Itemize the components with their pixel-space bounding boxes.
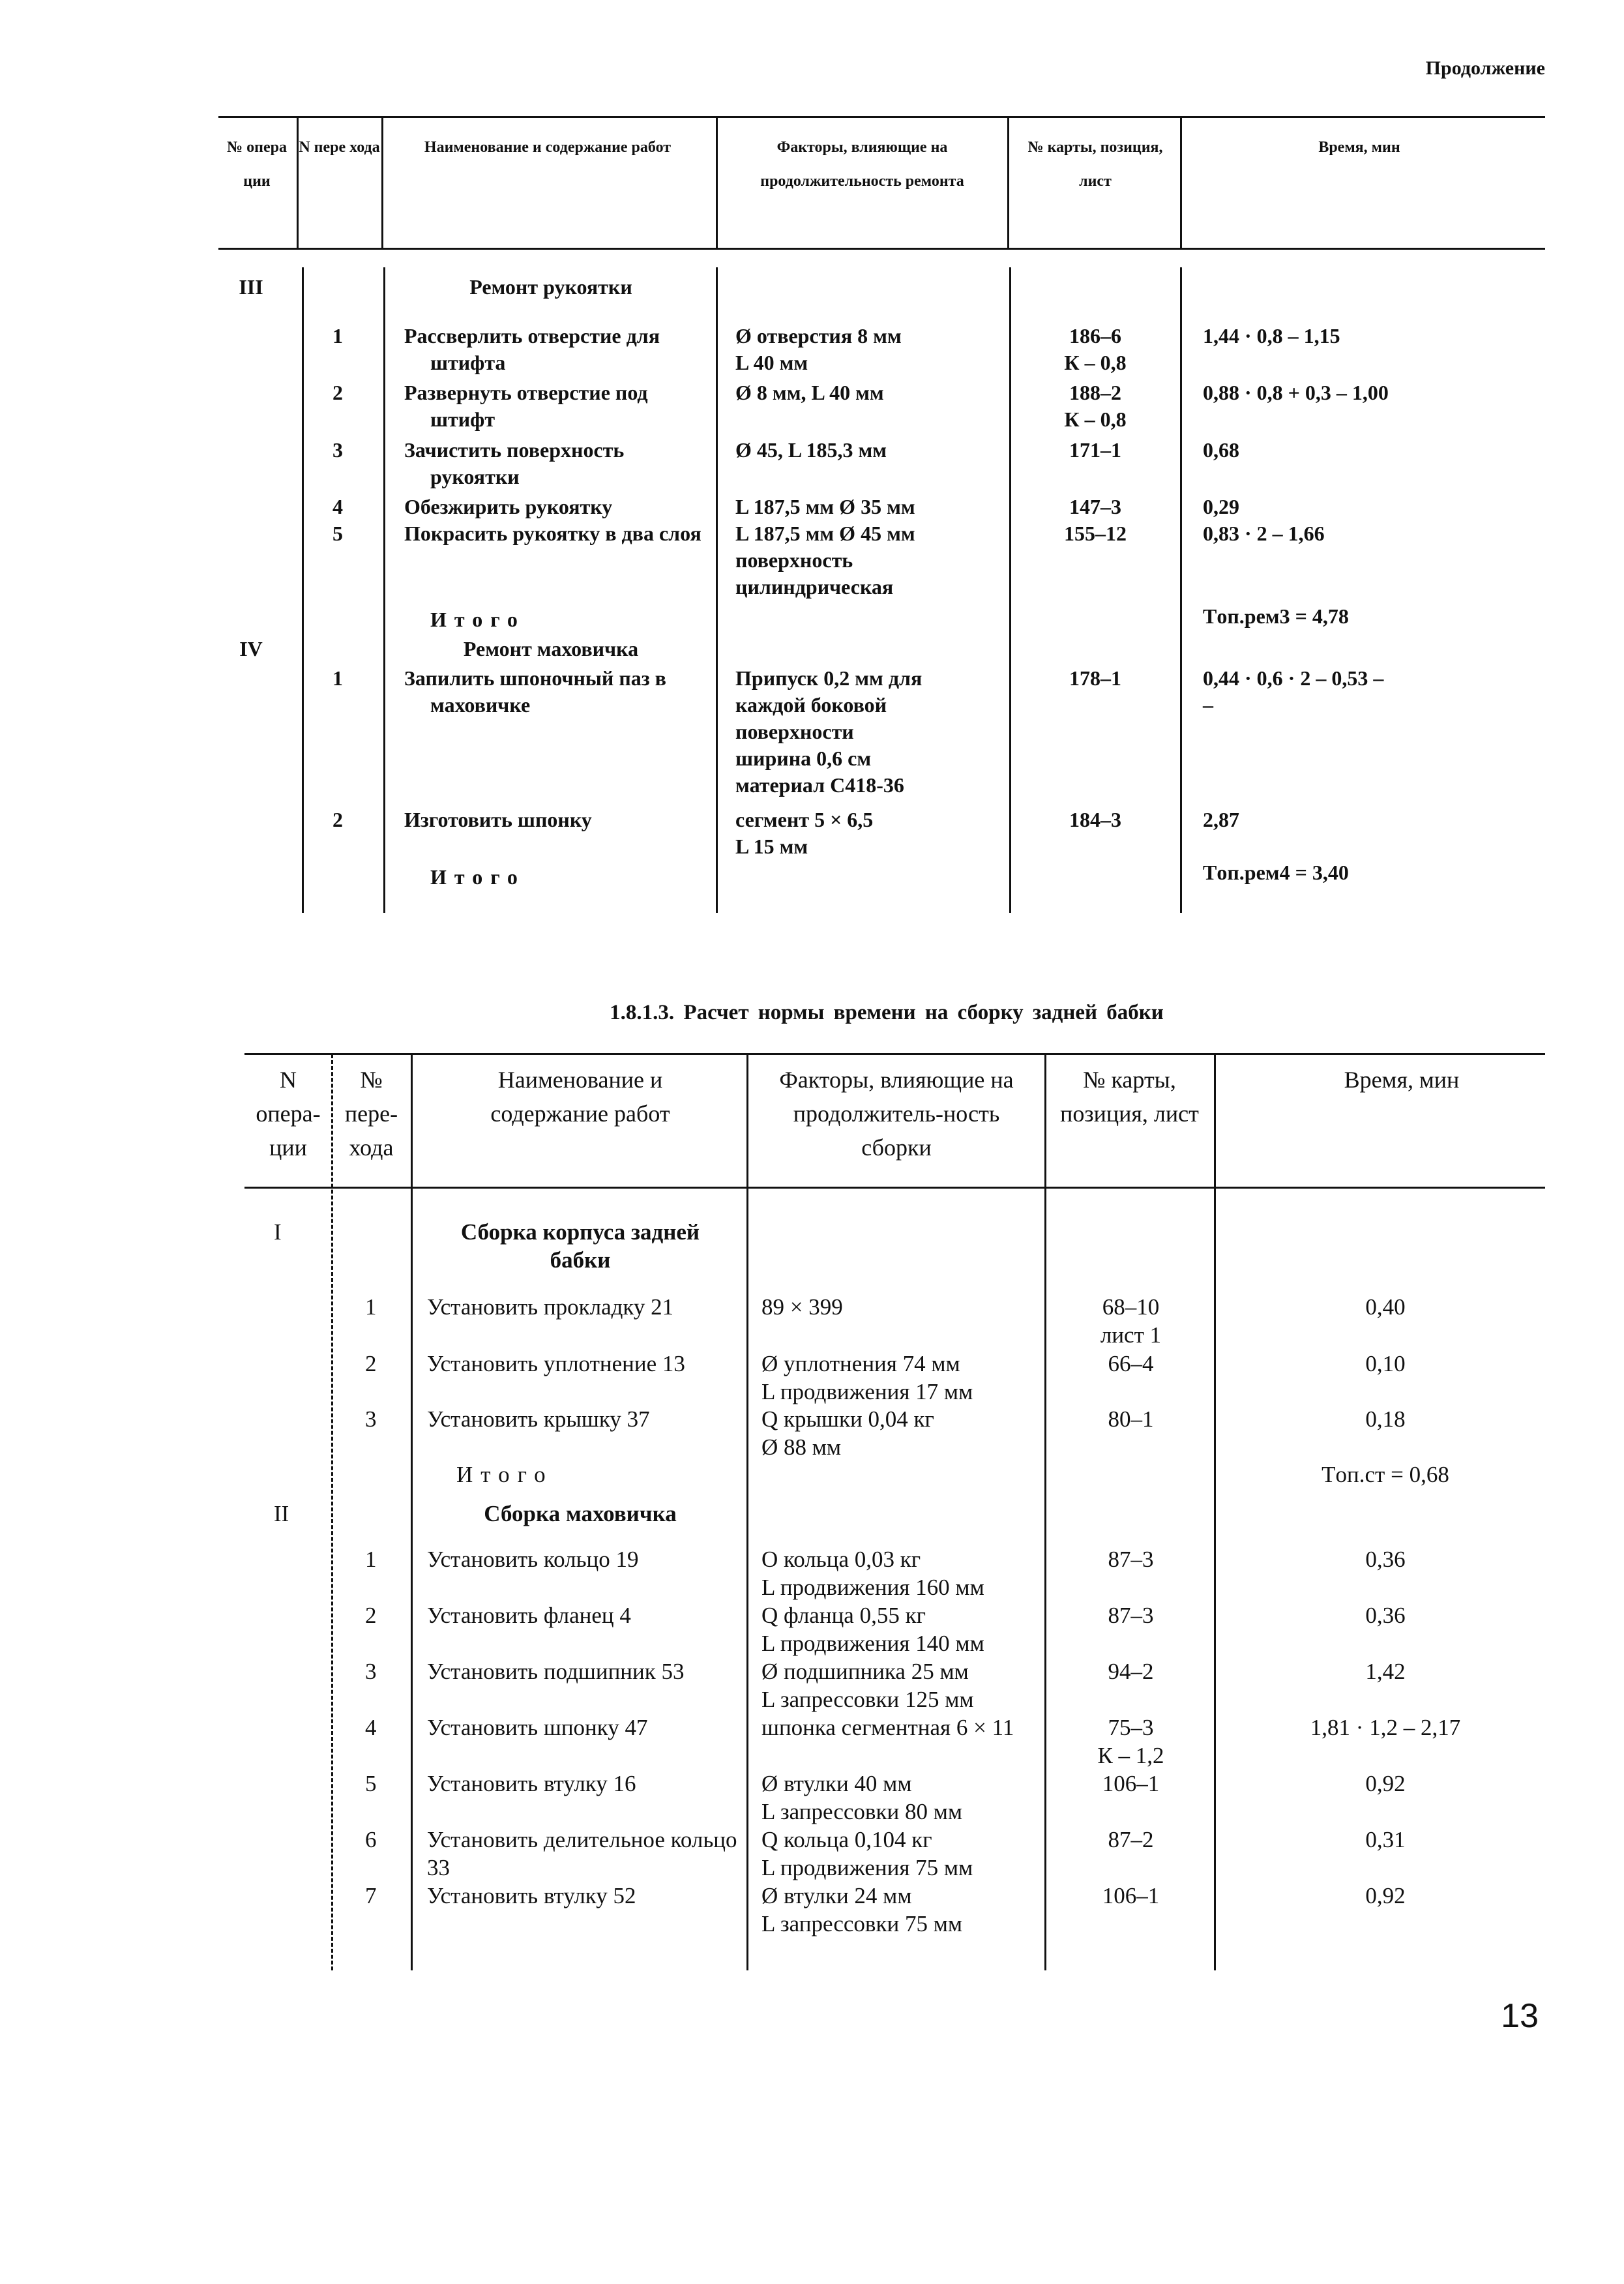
time-text: 0,36: [1365, 1547, 1406, 1572]
factors-text: Ø 8 мм, L 40 мм: [735, 381, 884, 404]
t1-header-work: Наименование и содержание работ: [424, 139, 672, 156]
t1-col-divider: [1009, 267, 1011, 913]
op-number: II: [274, 1501, 289, 1526]
time-text: 2,87: [1203, 808, 1239, 831]
total-value: Tоп.рем3 = 4,78: [1203, 604, 1349, 628]
step-number: 3: [365, 1406, 377, 1432]
step-number: 2: [365, 1351, 377, 1376]
card-text: 155–12: [1064, 522, 1127, 545]
factors-text: Припуск 0,2 мм для каждой боковой поверхности ширина 0,6 см материал С418-36: [735, 666, 923, 797]
work-text: Зачистить поверхность рукоятки: [404, 438, 625, 488]
t1-header-factors: Факторы, влияющие на продолжительность ремонта: [760, 139, 964, 190]
time-text: 0,36: [1365, 1603, 1406, 1628]
factors-text: Q крышки 0,04 кг Ø 88 мм: [761, 1406, 934, 1460]
step-number: 1: [332, 324, 343, 348]
step-number: 2: [332, 808, 343, 831]
t1-col-divider: [1007, 117, 1009, 248]
card-text: 106–1: [1102, 1883, 1160, 1908]
work-text: Изготовить шпонку: [404, 808, 592, 831]
factors-text: Ø 45, L 185,3 мм: [735, 438, 887, 462]
factors-text: Ø отверстия 8 мм L 40 мм: [735, 324, 902, 374]
page-number: 13: [1501, 1997, 1539, 2035]
t2-header-card: № карты, позиция, лист: [1060, 1067, 1199, 1127]
card-text: 87–3: [1108, 1547, 1154, 1572]
card-text: 75–3 К – 1,2: [1097, 1715, 1164, 1768]
work-text: Установить прокладку 21: [427, 1294, 674, 1320]
time-text: 1,44 · 0,8 – 1,15: [1203, 324, 1340, 348]
work-text: Установить уплотнение 13: [427, 1351, 685, 1376]
t1-header-step: N пере хода: [299, 139, 380, 156]
t2-col-divider: [331, 1054, 333, 1970]
card-text: 188–2 К – 0,8: [1064, 381, 1127, 431]
total-label: Итого: [430, 608, 525, 631]
section-title: Ремонт рукоятки: [469, 275, 632, 299]
card-text: 186–6 К – 0,8: [1064, 324, 1127, 374]
time-text: 0,18: [1365, 1406, 1406, 1432]
work-text: Запилить шпоночный паз в маховичке: [404, 666, 666, 717]
t1-col-divider: [383, 267, 385, 913]
time-text: 0,92: [1365, 1771, 1406, 1796]
t2-col-divider: [411, 1054, 413, 1970]
time-text: 0,29: [1203, 495, 1239, 518]
card-text: 178–1: [1069, 666, 1121, 690]
total-label: Итого: [456, 1462, 554, 1487]
work-text: Установить подшипник 53: [427, 1659, 685, 1684]
t1-col-divider: [716, 117, 718, 248]
continuation-label: Продолжение: [1425, 57, 1545, 79]
step-number: 5: [332, 522, 343, 545]
card-text: 87–3: [1108, 1603, 1154, 1628]
op-number: III: [239, 275, 263, 299]
card-text: 106–1: [1102, 1771, 1160, 1796]
factors-text: Ø втулки 24 мм L запрессовки 75 мм: [761, 1883, 962, 1936]
work-text: Обезжирить рукоятку: [404, 495, 613, 518]
time-text: 0,31: [1365, 1827, 1406, 1852]
time-text: 0,10: [1365, 1351, 1406, 1376]
step-number: 3: [332, 438, 343, 462]
step-number: 1: [365, 1294, 377, 1320]
time-text: 0,44 · 0,6 · 2 – 0,53 – –: [1203, 666, 1384, 717]
total-label: Итого: [430, 865, 525, 889]
section-title: Сборка корпуса задней бабки: [460, 1219, 700, 1273]
t1-col-divider: [716, 267, 718, 913]
t1-header-op: № опера ции: [227, 139, 287, 190]
work-text: Установить втулку 52: [427, 1883, 636, 1908]
step-number: 7: [365, 1883, 377, 1908]
section-title: Ремонт маховичка: [463, 637, 639, 660]
t1-col-divider: [381, 117, 383, 248]
card-text: 184–3: [1069, 808, 1121, 831]
factors-text: О кольца 0,03 кг L продвижения 160 мм: [761, 1547, 984, 1600]
t2-header-work: Наименование и содержание работ: [490, 1067, 670, 1127]
step-number: 6: [365, 1827, 377, 1852]
card-text: 94–2: [1108, 1659, 1154, 1684]
factors-text: Ø уплотнения 74 мм L продвижения 17 мм: [761, 1351, 973, 1404]
step-number: 4: [365, 1715, 377, 1740]
time-text: 1,81 · 1,2 – 2,17: [1310, 1715, 1461, 1740]
t2-header-op: N опера-ции: [256, 1067, 321, 1161]
card-text: 80–1: [1108, 1406, 1154, 1432]
work-text: Установить делительное кольцо 33: [427, 1827, 737, 1880]
section-heading: 1.8.1.3. Расчет нормы времени на сборку задней бабки: [610, 1001, 1164, 1024]
step-number: 2: [332, 381, 343, 404]
time-text: 0,40: [1365, 1294, 1406, 1320]
factors-text: 89 × 399: [761, 1294, 843, 1320]
t2-top-rule: [244, 1053, 1545, 1055]
step-number: 3: [365, 1659, 377, 1684]
op-number: I: [274, 1219, 282, 1245]
work-text: Установить кольцо 19: [427, 1547, 639, 1572]
t1-top-rule: [218, 116, 1545, 118]
t1-header-card: № карты, позиция, лист: [1027, 139, 1163, 190]
factors-text: Q кольца 0,104 кг L продвижения 75 мм: [761, 1827, 973, 1880]
card-text: 66–4: [1108, 1351, 1154, 1376]
work-text: Покрасить рукоятку в два слоя: [404, 522, 701, 545]
time-text: 0,92: [1365, 1883, 1406, 1908]
factors-text: L 187,5 мм Ø 35 мм: [735, 495, 915, 518]
step-number: 2: [365, 1603, 377, 1628]
time-text: 1,42: [1365, 1659, 1406, 1684]
factors-text: Ø подшипника 25 мм L запрессовки 125 мм: [761, 1659, 974, 1712]
t2-header-factors: Факторы, влияющие на продолжитель-ность сборки: [779, 1067, 1014, 1161]
t2-col-divider: [1214, 1054, 1216, 1970]
work-text: Развернуть отверстие под штифт: [404, 381, 648, 431]
card-text: 171–1: [1069, 438, 1121, 462]
t1-header-rule: [218, 248, 1545, 250]
section-title: Сборка маховичка: [484, 1501, 677, 1526]
card-text: 147–3: [1069, 495, 1121, 518]
factors-text: Ø втулки 40 мм L запрессовки 80 мм: [761, 1771, 962, 1824]
work-text: Установить фланец 4: [427, 1603, 631, 1628]
total-value: Tоп.рем4 = 3,40: [1203, 861, 1349, 884]
factors-text: Q фланца 0,55 кг L продвижения 140 мм: [761, 1603, 984, 1656]
op-number: IV: [239, 637, 263, 660]
total-value: Tоп.ст = 0,68: [1321, 1462, 1449, 1487]
step-number: 4: [332, 495, 343, 518]
t2-col-divider: [746, 1054, 748, 1970]
factors-text: сегмент 5 × 6,5 L 15 мм: [735, 808, 874, 858]
time-text: 0,83 · 2 – 1,66: [1203, 522, 1325, 545]
step-number: 1: [365, 1547, 377, 1572]
factors-text: шпонка сегментная 6 × 11: [761, 1715, 1014, 1740]
time-text: 0,68: [1203, 438, 1239, 462]
work-text: Установить крышку 37: [427, 1406, 650, 1432]
factors-text: L 187,5 мм Ø 45 мм поверхность цилиндрическая: [735, 522, 915, 599]
card-text: 68–10 лист 1: [1100, 1294, 1162, 1348]
t1-col-divider: [302, 267, 304, 913]
step-number: 5: [365, 1771, 377, 1796]
t2-header-step: № пере-хода: [344, 1067, 398, 1161]
step-number: 1: [332, 666, 343, 690]
card-text: 87–2: [1108, 1827, 1154, 1852]
work-text: Рассверлить отверстие для штифта: [404, 324, 660, 374]
t2-header-rule: [244, 1187, 1545, 1189]
t2-header-time: Время, мин: [1344, 1067, 1460, 1093]
t1-col-divider: [1180, 267, 1182, 913]
t1-header-time: Время, мин: [1318, 139, 1400, 156]
work-text: Установить втулку 16: [427, 1771, 636, 1796]
work-text: Установить шпонку 47: [427, 1715, 648, 1740]
time-text: 0,88 · 0,8 + 0,3 – 1,00: [1203, 381, 1389, 404]
t1-col-divider: [1180, 117, 1182, 248]
